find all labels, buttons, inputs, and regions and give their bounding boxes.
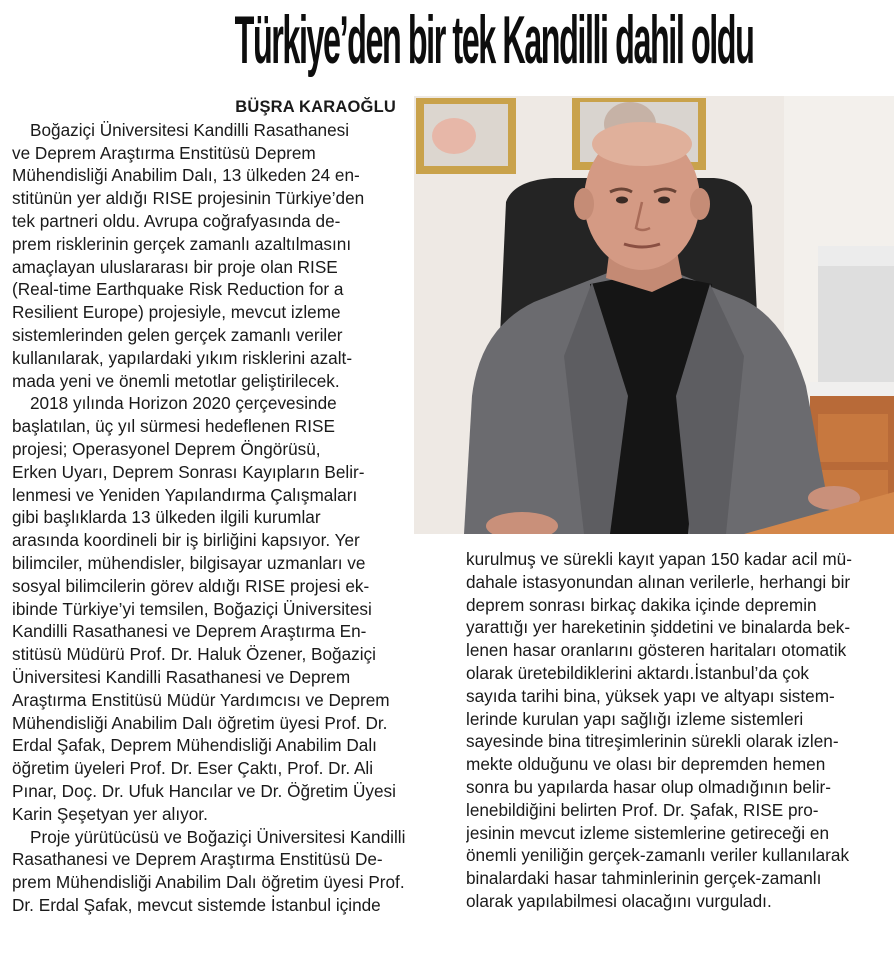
text-line: kurulmuş ve sürekli kayıt yapan 150 kadar acil mü- xyxy=(466,549,852,569)
text-line: jesinin mevcut izleme sistemlerine getireceği en xyxy=(466,822,830,843)
printer xyxy=(818,248,894,386)
headline: Türkiye’den bir tek Kandilli dahil oldu xyxy=(234,2,754,78)
text-line: (Real-time Earthquake Risk Reduction for a xyxy=(12,279,344,300)
text-line: sosyal bilimcilerin görev aldığı RISE projesi ek- xyxy=(12,575,370,596)
article-photo xyxy=(414,96,894,534)
left-column-text xyxy=(12,119,410,917)
text-line: Boğaziçi Üniversitesi Kandilli Rasathanesi xyxy=(30,119,350,140)
text-line: lenen hasar oranlarını gösteren haritaları otomatik xyxy=(466,640,847,661)
text-line: Rasathanesi ve Deprem Araştırma Enstitüsü De- xyxy=(12,849,383,870)
text-line: sayıda tarihi bina, yüksek yapı ve altyapı sistem- xyxy=(466,685,835,706)
text-line: stitünün yer aldığı RISE projesinin Türkiye’den xyxy=(12,188,365,209)
text-line: arasında koordineli bir iş birliğini kapsıyor. Yer xyxy=(12,530,360,551)
text-line: başlatılan, üç yıl sürmesi hedeflenen RISE xyxy=(12,416,335,437)
text-line: Mühendisliği Anabilim Dalı, 13 ülkeden 24 en- xyxy=(12,165,360,186)
text-line: Dr. Erdal Şafak, mevcut sistemde İstanbul içinde xyxy=(12,894,381,915)
text-line: amaçlayan uluslararası bir proje olan RISE xyxy=(12,256,338,277)
text-line: sonra bu yapılarda hasar olup olmadığının belir- xyxy=(466,776,831,797)
text-line: sistemlerinden gelen gerçek zamanlı veriler xyxy=(12,324,343,345)
text-line: lenmesi ve Yeniden Yapılandırma Çalışmaları xyxy=(12,484,358,505)
text-line: prem risklerinin gerçek zamanlı azaltılmasını xyxy=(12,233,352,254)
text-line: projesi; Operasyonel Deprem Öngörüsü, xyxy=(12,438,321,459)
text-line: Resilient Europe) projesiyle, mevcut izleme xyxy=(12,302,341,323)
text-line: bilimciler, mühendisler, bilgisayar uzmanları ve xyxy=(12,552,366,573)
text-line: Proje yürütücüsü ve Boğaziçi Üniversitesi Kandilli xyxy=(30,826,406,847)
text-line: öğretim üyeleri Prof. Dr. Eser Çaktı, Prof. Dr. Ali xyxy=(12,758,374,779)
text-line: mada yeni ve önemli metotlar geliştirilecek. xyxy=(12,370,340,391)
text-line: Kandilli Rasathanesi ve Deprem Araştırma En- xyxy=(12,621,367,642)
text-line: gibi başlıklarda 13 ülkeden ilgili kurumlar xyxy=(12,507,321,528)
text-line: önemli yeniliğin gerçek-zamanlı veriler kullanılarak xyxy=(466,845,850,866)
text-line: binalardaki hasar tahminlerinin gerçek-zamanlı xyxy=(466,868,822,889)
text-line: Pınar, Doç. Dr. Ufuk Hancılar ve Dr. Öğretim Üyesi xyxy=(12,780,396,801)
text-line: olarak yapılabilmesi olacağını vurguladı. xyxy=(466,890,772,911)
byline: BÜŞRA KARAOĞLU xyxy=(235,98,396,116)
text-line: Mühendisliği Anabilim Dalı öğretim üyesi Prof. Dr. xyxy=(12,712,388,733)
text-line: yarattığı yer hareketinin şiddetini ve binalarda bek- xyxy=(466,617,851,638)
text-line: lenebildiğini belirten Prof. Dr. Şafak, RISE pro- xyxy=(466,799,819,820)
text-line: ibinde Türkiye’yi temsilen, Boğaziçi Üniversitesi xyxy=(12,598,372,619)
text-line: mekte olduğunu ve olası bir depremden hemen xyxy=(466,754,826,775)
portrait-illustration xyxy=(414,96,894,534)
text-line: Karin Şeşetyan yer alıyor. xyxy=(12,803,208,824)
text-line: dahale istasyonundan alınan verilerle, herhangi bir xyxy=(466,571,851,592)
text-line: olarak üretebildiklerini aktardı.İstanbul’da çok xyxy=(466,662,809,683)
text-line: deprem sonrası birkaç dakika içinde depremin xyxy=(466,594,817,615)
text-line: Araştırma Enstitüsü Müdür Yardımcısı ve Deprem xyxy=(12,689,390,710)
text-line: sayesinde bina titreşimlerinin sürekli olarak izlen- xyxy=(466,731,839,752)
right-column-text xyxy=(466,548,886,913)
text-line: Üniversitesi Kandilli Rasathanesi ve Deprem xyxy=(12,666,351,687)
text-line: tek partneri oldu. Avrupa coğrafyasında de- xyxy=(12,210,341,231)
text-line: prem Mühendisliği Anabilim Dalı öğretim üyesi Prof. xyxy=(12,872,405,893)
text-line: 2018 yılında Horizon 2020 çerçevesinde xyxy=(30,393,337,414)
text-line: ve Deprem Araştırma Enstitüsü Deprem xyxy=(12,142,316,163)
text-line: stitüsü Müdürü Prof. Dr. Haluk Özener, Boğaziçi xyxy=(12,644,376,665)
text-line: lerinde kurulan yapı sağlığı izleme sistemleri xyxy=(466,708,804,729)
text-line: Erdal Şafak, Deprem Mühendisliği Anabilim Dalı xyxy=(12,735,377,756)
text-line: Erken Uyarı, Deprem Sonrası Kayıpların Belir- xyxy=(12,461,365,482)
article-column-right xyxy=(466,548,886,913)
article-column-left xyxy=(12,96,410,917)
text-line: kullanılarak, yapılardaki yıkım risklerini azalt- xyxy=(12,347,353,368)
